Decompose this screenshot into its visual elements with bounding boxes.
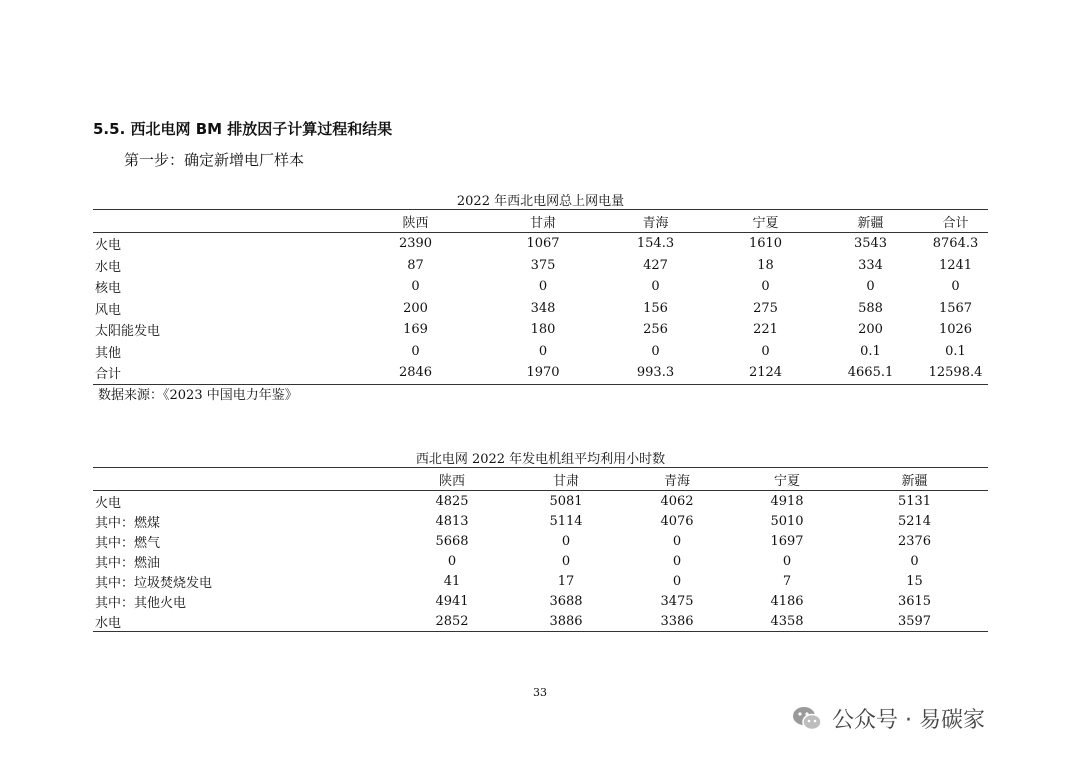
table-cell: 3615 <box>897 593 932 609</box>
table2-body <box>93 491 988 632</box>
table-cell: 0 <box>538 279 548 295</box>
table-row <box>93 341 988 363</box>
table-cell: 0 <box>761 279 770 295</box>
table1-col-header: 甘肃 <box>488 210 598 233</box>
row-label: 其中：垃圾焚烧发电 <box>95 575 213 591</box>
row-label: 风电 <box>95 302 122 318</box>
table-cell: 348 <box>530 300 556 316</box>
table-cell: 15 <box>906 573 923 589</box>
table-cell: 0 <box>866 279 875 295</box>
table-cell: 0 <box>910 553 919 569</box>
table-row <box>93 233 988 255</box>
table-cell: 87 <box>407 257 424 273</box>
table-cell: 18 <box>757 257 774 273</box>
table-cell: 3475 <box>660 593 694 609</box>
table-row <box>93 591 988 611</box>
table2-col-header: 新疆 <box>841 468 988 491</box>
table-cell: 200 <box>403 300 428 316</box>
table-cell: 5114 <box>549 513 583 529</box>
table1-body <box>93 233 988 385</box>
table-cell: 180 <box>530 322 556 338</box>
table1-col-header: 合计 <box>923 210 988 233</box>
table-cell: 0 <box>782 553 792 569</box>
table-cell: 427 <box>643 257 668 273</box>
table-row <box>93 531 988 551</box>
table1-col-header: 宁夏 <box>713 210 818 233</box>
row-label: 水电 <box>93 611 393 632</box>
table-cell: 3543 <box>853 236 888 252</box>
table-cell: 12598.4 <box>923 362 988 384</box>
table-cell: 5081 <box>549 493 583 509</box>
page-number: 33 <box>533 686 547 699</box>
table-cell: 1610 <box>748 236 783 252</box>
table-cell: 2124 <box>713 362 818 384</box>
table2-col-header <box>93 468 393 491</box>
table-cell: 3886 <box>511 611 621 632</box>
table-cell: 256 <box>643 322 668 338</box>
table-row <box>93 551 988 571</box>
table2-col-header: 宁夏 <box>733 468 841 491</box>
table1-col-header: 青海 <box>598 210 713 233</box>
table-row <box>93 298 988 320</box>
table-cell: 2376 <box>897 533 932 549</box>
table-cell: 5131 <box>897 493 932 509</box>
step-text: 第一步：确定新增电厂样本 <box>124 151 305 169</box>
row-label: 水电 <box>95 259 122 275</box>
table1-col-header <box>93 210 343 233</box>
table-cell: 1026 <box>938 322 973 338</box>
table-cell: 1067 <box>526 236 560 252</box>
table-cell: 156 <box>643 300 668 316</box>
row-label: 太阳能发电 <box>95 324 161 340</box>
table-cell: 0 <box>672 533 682 549</box>
table-cell: 4076 <box>660 513 694 529</box>
table2 <box>93 467 988 632</box>
table-row <box>93 276 988 298</box>
table-cell: 41 <box>443 573 461 589</box>
table-cell: 2852 <box>393 611 511 632</box>
table1-col-header: 陕西 <box>343 210 488 233</box>
table-cell: 4358 <box>733 611 841 632</box>
section-heading: 5.5. 西北电网 BM 排放因子计算过程和结果 <box>93 120 393 138</box>
table1-header-row <box>93 210 988 233</box>
table-row <box>93 255 988 277</box>
table-cell: 1970 <box>488 362 598 384</box>
table-cell: 0 <box>672 573 682 589</box>
table-cell: 4186 <box>770 593 804 609</box>
table-cell: 4825 <box>435 493 469 509</box>
table-cell: 7 <box>782 573 792 589</box>
table-cell: 0 <box>672 553 682 569</box>
table-cell: 993.3 <box>598 362 713 384</box>
table-cell: 375 <box>530 257 556 273</box>
table-cell: 169 <box>403 322 428 338</box>
table-row <box>93 362 988 384</box>
table2-header-row <box>93 468 988 491</box>
table-cell: 0 <box>761 343 770 359</box>
table-cell: 0 <box>411 279 420 295</box>
table-cell: 0 <box>538 343 548 359</box>
table-row <box>93 511 988 531</box>
table-cell: 0.1 <box>860 343 881 359</box>
table-cell: 200 <box>858 322 883 338</box>
table-row <box>93 491 988 512</box>
table-cell: 1241 <box>938 257 973 273</box>
table1 <box>93 209 988 385</box>
table-cell: 334 <box>858 257 883 273</box>
table-cell: 8764.3 <box>932 236 979 252</box>
table-cell: 588 <box>858 300 883 316</box>
table-cell: 2846 <box>343 362 488 384</box>
row-label: 其他 <box>95 345 122 361</box>
table-cell: 1567 <box>938 300 973 316</box>
table-cell: 275 <box>753 300 778 316</box>
row-label: 其中：燃煤 <box>95 515 161 531</box>
table-cell: 3688 <box>549 593 583 609</box>
table-row <box>93 319 988 341</box>
table-cell: 4665.1 <box>818 362 923 384</box>
row-label: 其中：燃油 <box>95 555 161 571</box>
table-cell: 4062 <box>660 493 694 509</box>
table-cell: 17 <box>557 573 575 589</box>
table-cell: 2390 <box>398 236 433 252</box>
table-cell: 0 <box>411 343 420 359</box>
table-cell: 4941 <box>435 593 469 609</box>
table-cell: 154.3 <box>636 236 675 252</box>
data-source-note: 数据来源：《2023 中国电力年鉴》 <box>98 388 298 403</box>
row-label: 合计 <box>93 362 343 384</box>
table-cell: 3386 <box>621 611 733 632</box>
table2-col-header: 青海 <box>621 468 733 491</box>
watermark <box>790 701 985 735</box>
table-cell: 0.1 <box>945 343 966 359</box>
table2-caption: 西北电网 2022 年发电机组平均利用小时数 <box>415 452 666 467</box>
table-cell: 1697 <box>770 533 804 549</box>
table-cell: 0 <box>561 533 571 549</box>
table-cell: 5214 <box>897 513 932 529</box>
watermark-text: 公众号 · 易碳家 <box>832 707 985 733</box>
table-cell: 3597 <box>841 611 988 632</box>
row-label: 其中：燃气 <box>95 535 161 551</box>
table-cell: 0 <box>561 553 571 569</box>
row-label: 火电 <box>95 238 122 254</box>
table-row <box>93 571 988 591</box>
table1-caption: 2022 年西北电网总上网电量 <box>456 194 625 209</box>
table2-col-header: 陕西 <box>393 468 511 491</box>
table-cell: 0 <box>951 279 960 295</box>
table1-col-header: 新疆 <box>818 210 923 233</box>
table-cell: 0 <box>651 279 660 295</box>
wechat-icon <box>790 701 824 735</box>
table-cell: 5668 <box>435 533 469 549</box>
table-cell: 4813 <box>435 513 469 529</box>
row-label: 核电 <box>95 281 122 297</box>
table-cell: 0 <box>651 343 660 359</box>
table-cell: 221 <box>753 322 778 338</box>
row-label: 火电 <box>95 495 122 511</box>
table-cell: 4918 <box>770 493 804 509</box>
table-cell: 5010 <box>770 513 804 529</box>
table2-col-header: 甘肃 <box>511 468 621 491</box>
table-row <box>93 611 988 632</box>
table-cell: 0 <box>447 553 457 569</box>
row-label: 其中：其他火电 <box>95 595 187 611</box>
